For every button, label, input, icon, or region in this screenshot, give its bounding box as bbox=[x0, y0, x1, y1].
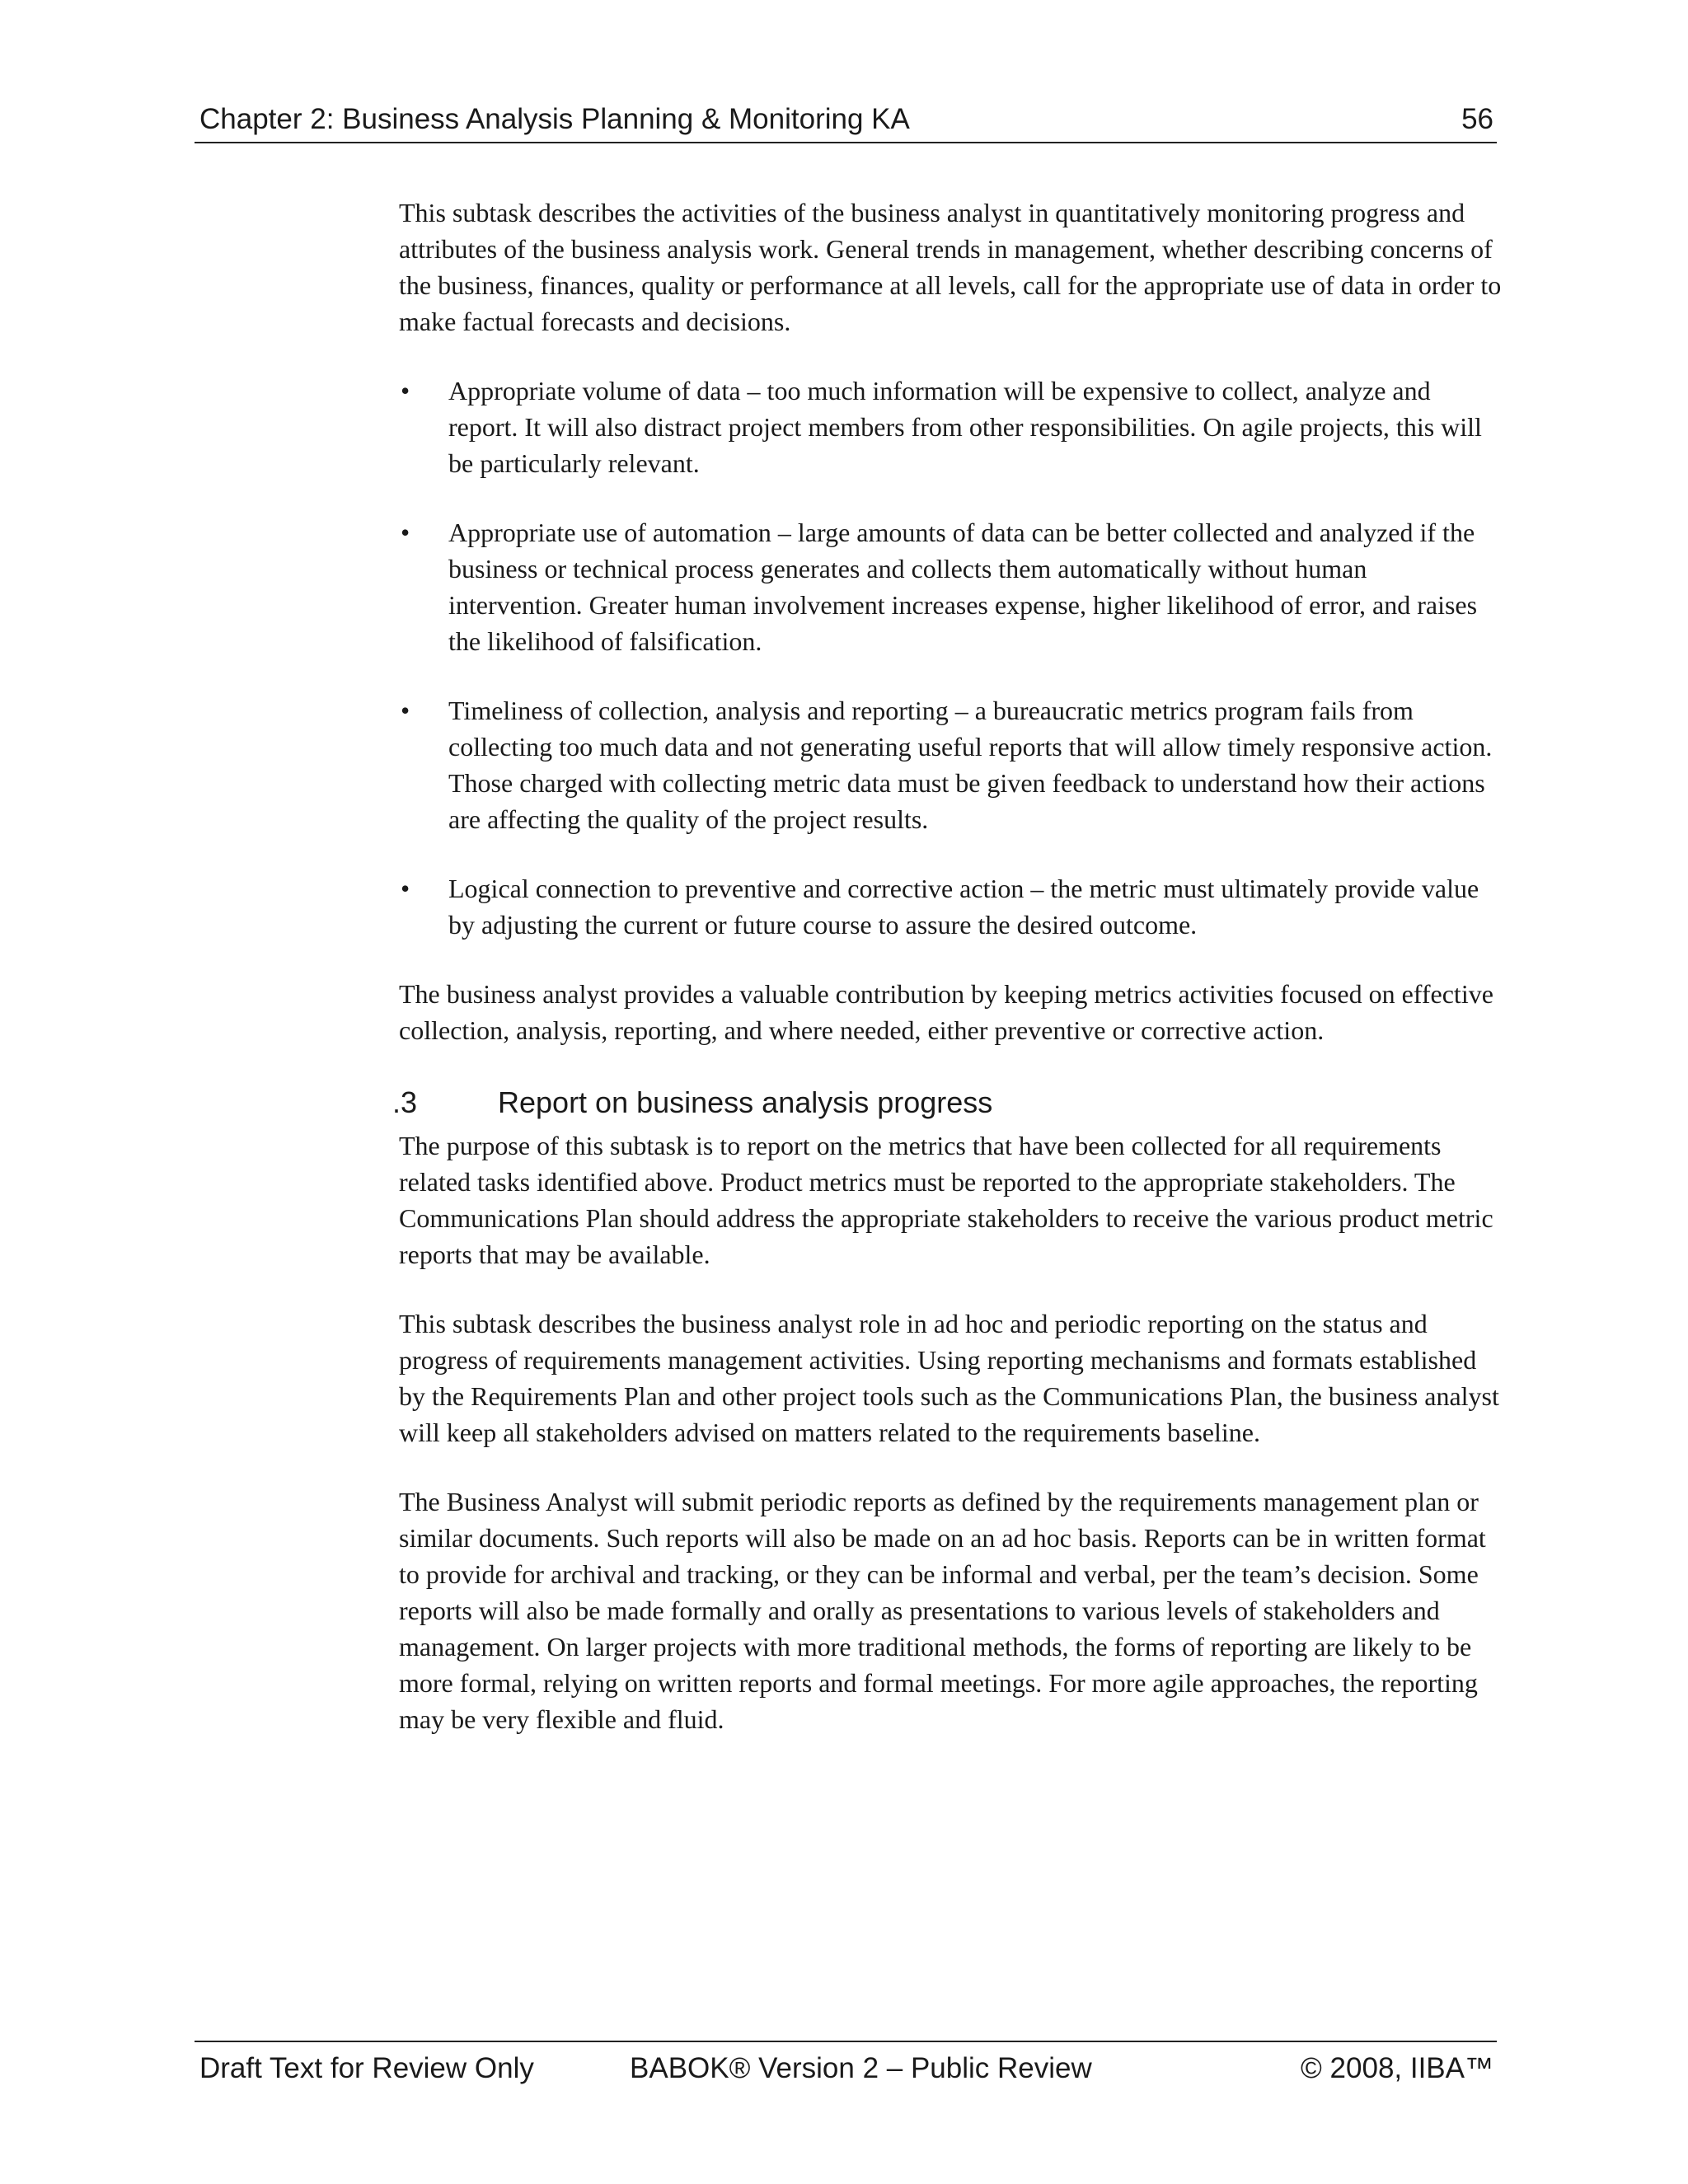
page-header bbox=[195, 97, 1497, 143]
section-paragraph: This subtask describes the business analyst role in ad hoc and periodic reporting on the status and progress of requirements management activities. Using reporting mechanisms and formats established by the Requirements Plan and other project tools such as the Communications Plan, the business analyst will keep all stakeholders advised on matters related to the requirements baseline. bbox=[399, 1309, 1499, 1447]
page-body bbox=[392, 194, 1503, 1770]
footer-copyright: © 2008, IIBA™ bbox=[1301, 2052, 1493, 2084]
intro-paragraph: This subtask describes the activities of the business analyst in quantitatively monitoring progress and attributes of the business analysis work. General trends in management, whether describing concerns of the business, finances, quality or performance at all levels, call for the appropriate use of data in order to make factual forecasts and decisions. bbox=[399, 198, 1502, 336]
bullet-marker: • bbox=[401, 518, 410, 547]
bullet-text: Appropriate volume of data – too much information will be expensive to collect, analyze and report. It will also distract project members from other responsibilities. On agile projects, this will be particularly relevant. bbox=[448, 376, 1482, 478]
footer-version: BABOK® Version 2 – Public Review bbox=[630, 2052, 1092, 2084]
section-title: Report on business analysis progress bbox=[498, 1085, 993, 1119]
bullet-marker: • bbox=[401, 376, 410, 405]
bullet-item bbox=[399, 514, 1503, 659]
bullet-list bbox=[399, 373, 1503, 943]
page-number: 56 bbox=[1461, 103, 1493, 135]
bullet-text: Timeliness of collection, analysis and reporting – a bureaucratic metrics program fails from collecting too much data and not generating useful reports that will allow timely responsive action. Those charged with collecting metric data must be given feedback to understand how their actions are affecting the quality of the project results. bbox=[448, 696, 1493, 834]
section-heading bbox=[392, 1081, 1503, 1124]
footer-draft-notice: Draft Text for Review Only bbox=[199, 2052, 534, 2084]
section-paragraph: The purpose of this subtask is to report on the metrics that have been collected for all requirements related tasks identified above. Product metrics must be reported to the appropriate stakeholders. The Communications Plan should address the appropriate stakeholders to receive the various product metric reports that may be available. bbox=[399, 1131, 1493, 1269]
chapter-title: Chapter 2: Business Analysis Planning & Monitoring KA bbox=[199, 103, 910, 135]
section-paragraph: The Business Analyst will submit periodic reports as defined by the requirements management plan or similar documents. Such reports will also be made on an ad hoc basis. Reports can be in written format to provide for archival and tracking, or they can be informal and verbal, per the team’s decision. Some reports will also be made formally and orally as presentations to various levels of stakeholders and management. On larger projects with more traditional methods, the forms of reporting are likely to be more formal, relying on written reports and formal meetings. For more agile approaches, the reporting may be very flexible and fluid. bbox=[399, 1487, 1486, 1734]
bullet-marker: • bbox=[401, 696, 410, 725]
bullet-text: Logical connection to preventive and corrective action – the metric must ultimately provide value by adjusting the current or future course to assure the desired outcome. bbox=[448, 874, 1479, 940]
section-number: .3 bbox=[392, 1085, 418, 1119]
bullet-marker: • bbox=[401, 874, 410, 903]
bullet-item bbox=[399, 870, 1503, 943]
page-footer bbox=[195, 2041, 1497, 2092]
bullet-item bbox=[399, 692, 1503, 837]
bullet-text: Appropriate use of automation – large amounts of data can be better collected and analyzed if the business or technical process generates and collects them automatically without human intervention. Greater human involvement increases expense, higher likelihood of error, and raises the likelihood of falsification. bbox=[448, 518, 1478, 656]
bullet-item bbox=[399, 373, 1503, 481]
closing-paragraph: The business analyst provides a valuable contribution by keeping metrics activities focused on effective collection, analysis, reporting, and where needed, either preventive or corrective action. bbox=[399, 979, 1493, 1045]
